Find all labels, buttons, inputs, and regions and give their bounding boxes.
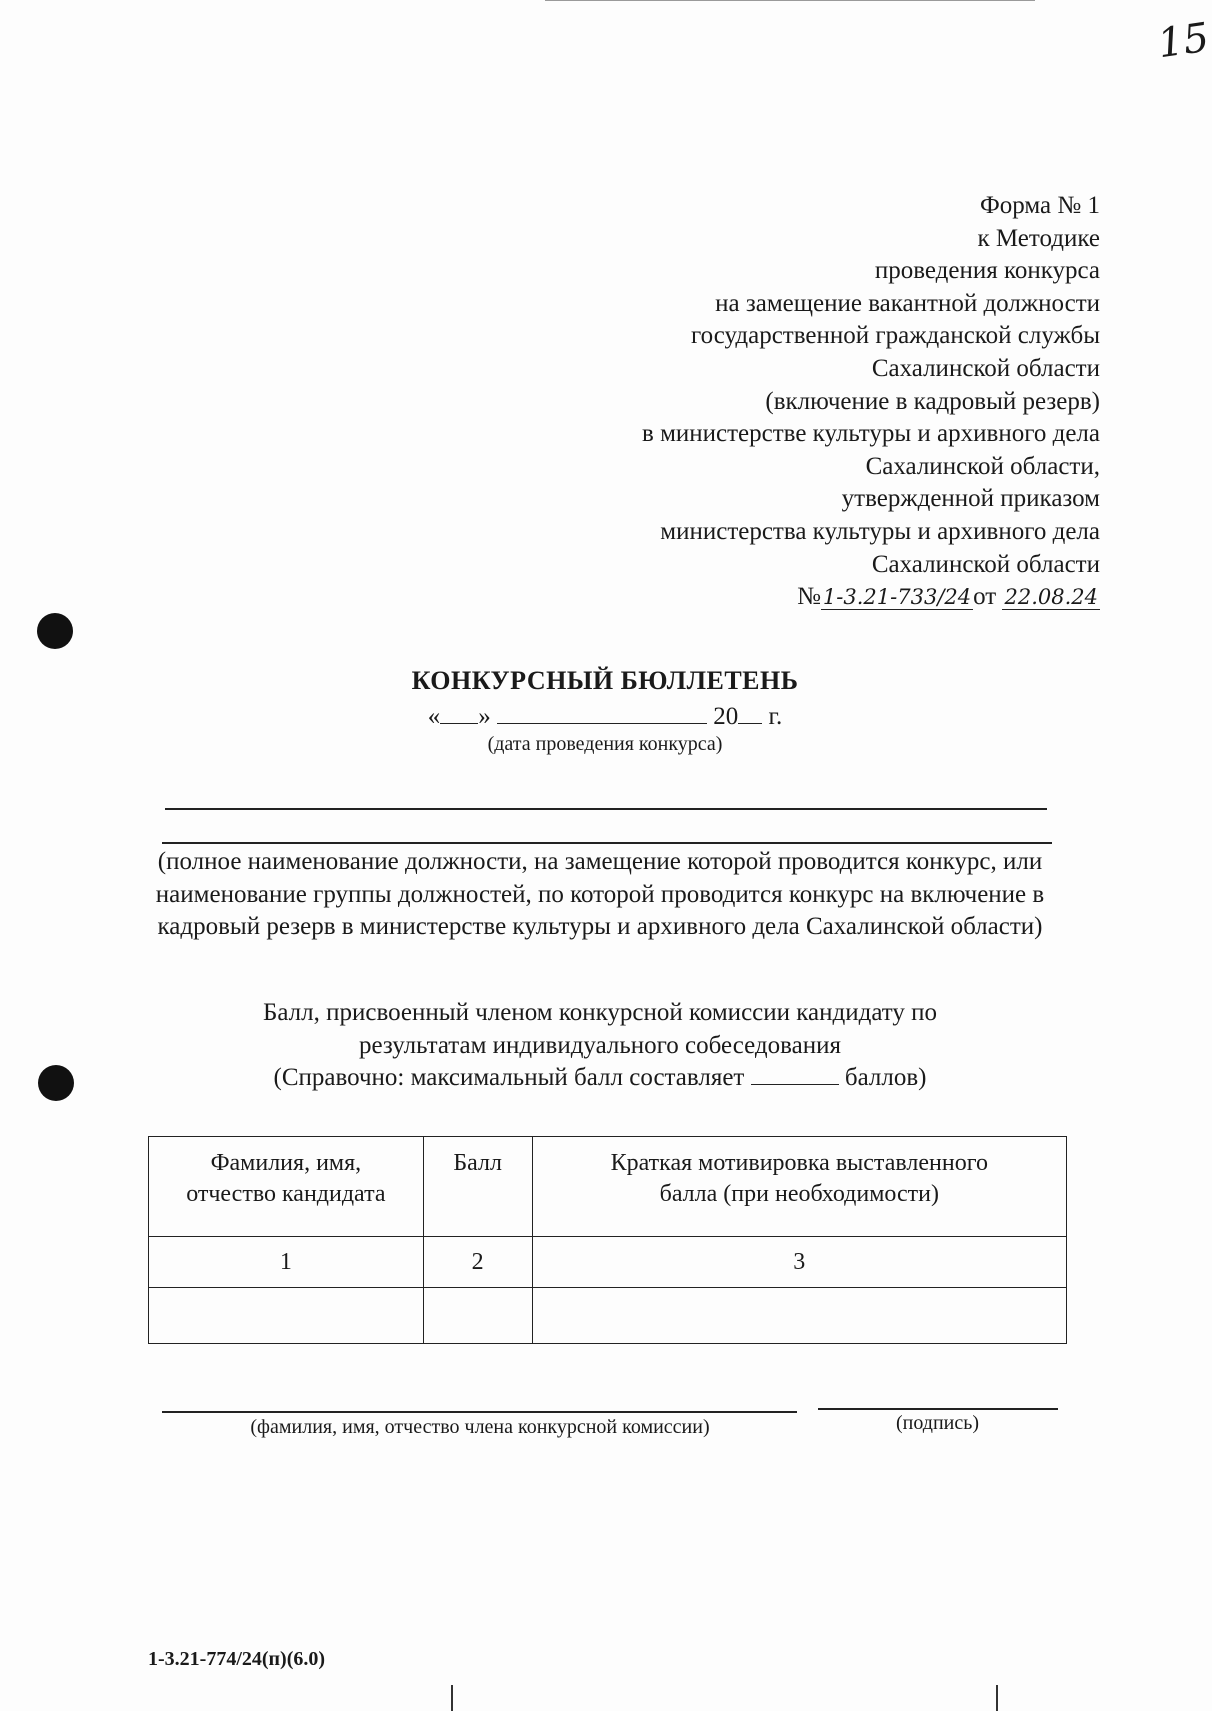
form-header-line: министерства культуры и архивного дела bbox=[660, 517, 1100, 545]
column-number: 1 bbox=[149, 1237, 424, 1288]
document-title: КОНКУРСНЫЙ БЮЛЛЕТЕНЬ bbox=[411, 666, 799, 695]
score-table bbox=[148, 1136, 1067, 1344]
form-header-line: Сахалинской области, bbox=[865, 452, 1100, 480]
quote-open: « bbox=[427, 703, 441, 730]
form-header-line: государственной гражданской службы bbox=[690, 322, 1100, 350]
order-number-sign: № bbox=[797, 583, 821, 611]
day-blank bbox=[440, 701, 478, 724]
handwritten-order-date: 22.08.24 bbox=[1004, 585, 1098, 610]
form-header-line: Сахалинской области bbox=[871, 354, 1100, 382]
position-name-line bbox=[162, 842, 1052, 844]
punch-hole bbox=[38, 1065, 74, 1101]
header-score: Балл bbox=[423, 1137, 532, 1237]
scan-edge-line bbox=[545, 0, 1035, 1]
form-header-line: проведения конкурса bbox=[874, 257, 1100, 285]
year-prefix: 20 bbox=[713, 703, 739, 730]
header-motivation: Краткая мотивировка выставленного балла (при необходимости) bbox=[532, 1137, 1066, 1237]
member-name-line bbox=[162, 1411, 797, 1413]
form-header-line: Сахалинской области bbox=[871, 550, 1100, 578]
scan-edge-mark bbox=[451, 1685, 453, 1711]
table-header-row bbox=[149, 1137, 1067, 1237]
table-row bbox=[149, 1288, 1067, 1344]
candidate-name-cell bbox=[149, 1288, 424, 1344]
order-from-label: от bbox=[973, 583, 997, 611]
form-header-line: к Методике bbox=[977, 224, 1100, 252]
score-description-line: результатам индивидуального собеседования bbox=[359, 1031, 841, 1059]
month-blank bbox=[497, 701, 707, 724]
form-header-line: Форма № 1 bbox=[980, 192, 1100, 219]
member-name-caption: (фамилия, имя, отчество члена конкурсной комиссии) bbox=[250, 1416, 710, 1438]
signature-line bbox=[818, 1408, 1058, 1410]
date-caption: (дата проведения конкурса) bbox=[487, 733, 723, 755]
handwritten-order-number: 1-3.21-733/24 bbox=[822, 585, 972, 610]
year-blank bbox=[738, 701, 762, 724]
scan-edge-mark bbox=[996, 1685, 998, 1711]
max-score-blank bbox=[751, 1062, 839, 1085]
document-code: 1-3.21-774/24(п)(6.0) bbox=[148, 1648, 326, 1670]
column-number: 2 bbox=[423, 1237, 532, 1288]
motivation-cell bbox=[532, 1288, 1066, 1344]
score-description-line: Балл, присвоенный членом конкурсной комиссии кандидату по bbox=[263, 999, 937, 1026]
column-number: 3 bbox=[532, 1237, 1066, 1288]
order-reference bbox=[540, 581, 1100, 614]
quote-close: » bbox=[478, 703, 491, 730]
column-number-row bbox=[149, 1237, 1067, 1288]
form-header bbox=[540, 190, 1100, 614]
contest-date-line bbox=[0, 701, 1210, 731]
signature-caption: (подпись) bbox=[895, 1412, 980, 1434]
max-score-label: (Справочно: максимальный балл составляет bbox=[273, 1064, 745, 1091]
handwritten-page-number: 15 bbox=[1155, 14, 1212, 68]
form-header-line: утвержденной приказом bbox=[841, 485, 1100, 513]
year-suffix: г. bbox=[768, 703, 783, 730]
score-cell bbox=[423, 1288, 532, 1344]
score-description bbox=[150, 997, 1050, 1095]
score-description-line bbox=[150, 1062, 1050, 1095]
form-header-line: на замещение вакантной должности bbox=[715, 289, 1100, 317]
position-name-caption: (полное наименование должности, на замещение которой проводится конкурс, или наименование группы должностей, по которой проводится конкурс на включение в кадровый резерв в министерстве культуры и архивного дела Сахалинской области) bbox=[155, 848, 1045, 940]
position-name-line bbox=[165, 808, 1047, 810]
header-candidate-name: Фамилия, имя, отчество кандидата bbox=[149, 1137, 424, 1237]
form-header-line: в министерстве культуры и архивного дела bbox=[642, 420, 1100, 448]
punch-hole bbox=[37, 613, 73, 649]
form-header-line: (включение в кадровый резерв) bbox=[765, 387, 1100, 415]
max-score-unit: баллов) bbox=[844, 1064, 927, 1091]
